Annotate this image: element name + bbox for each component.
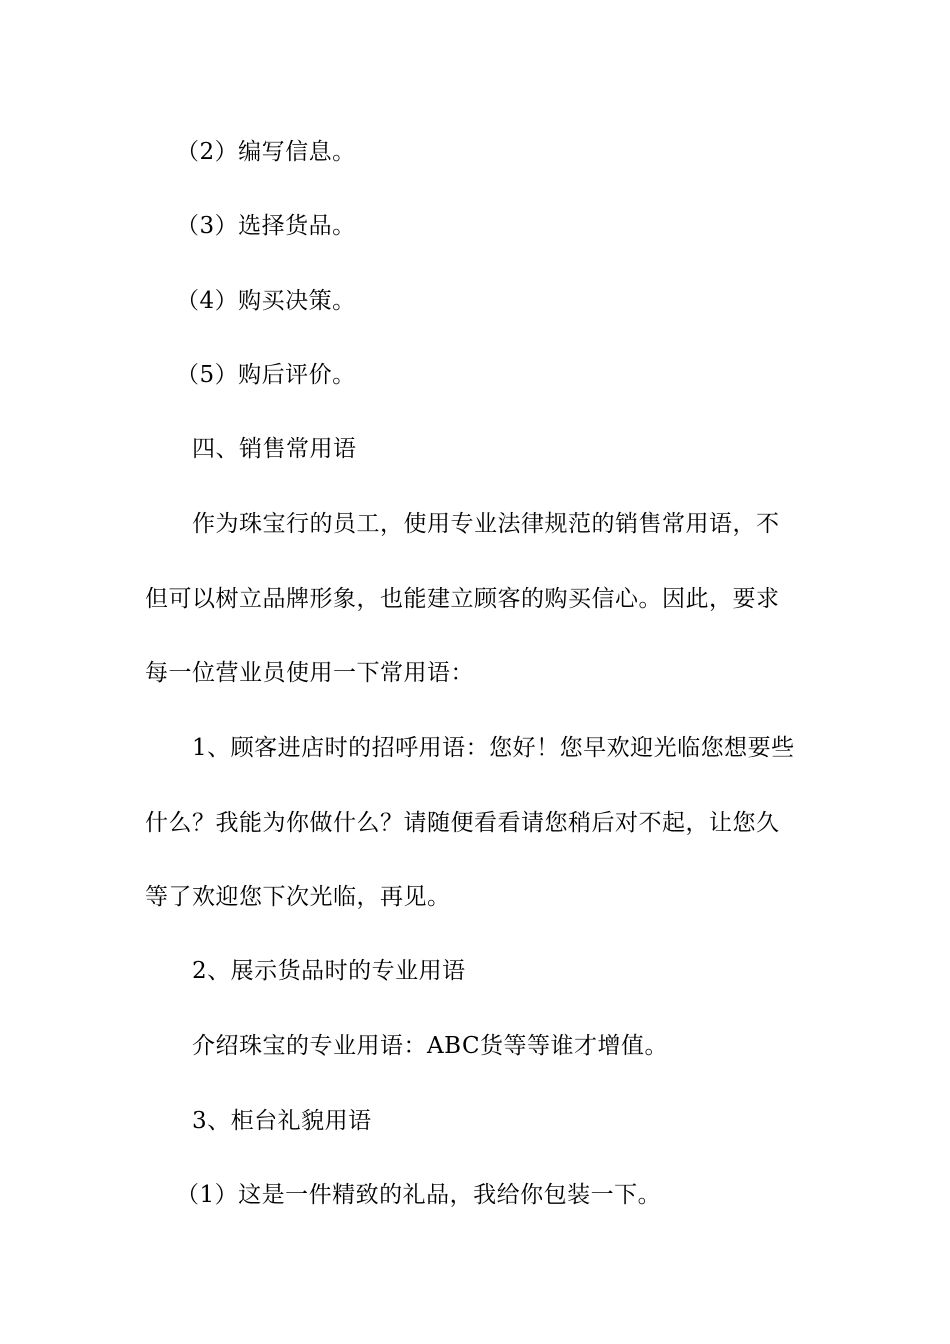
list-item-gift-wrap: （1）这是一件精致的礼品，我给你包装一下。 — [176, 1182, 662, 1208]
list-item-select-goods: （3）选择货品。 — [176, 213, 356, 239]
paragraph-line: 但可以树立品牌形象，也能建立顾客的购买信心。因此，要求 — [145, 586, 780, 612]
subheading-display-terms: 2、展示货品时的专业用语 — [192, 958, 466, 984]
paragraph-line: 每一位营业员使用一下常用语： — [145, 660, 474, 686]
paragraph-line: 介绍珠宝的专业用语：ABC货等等谁才增值。 — [192, 1033, 669, 1059]
section-heading-sales-phrases: 四、销售常用语 — [192, 436, 357, 462]
list-item-write-info: （2）编写信息。 — [176, 139, 356, 165]
list-item-post-purchase-evaluation: （5）购后评价。 — [176, 362, 356, 388]
subheading-counter-courtesy: 3、柜台礼貌用语 — [192, 1108, 372, 1134]
paragraph-line: 作为珠宝行的员工，使用专业法律规范的销售常用语，不 — [192, 511, 780, 537]
paragraph-line: 1、顾客进店时的招呼用语：您好！您早欢迎光临您想要些 — [192, 735, 795, 761]
list-item-purchase-decision: （4）购买决策。 — [176, 288, 356, 314]
paragraph-line: 等了欢迎您下次光临，再见。 — [145, 884, 451, 910]
paragraph-line: 什么？我能为你做什么？请随便看看请您稍后对不起，让您久 — [145, 810, 780, 836]
